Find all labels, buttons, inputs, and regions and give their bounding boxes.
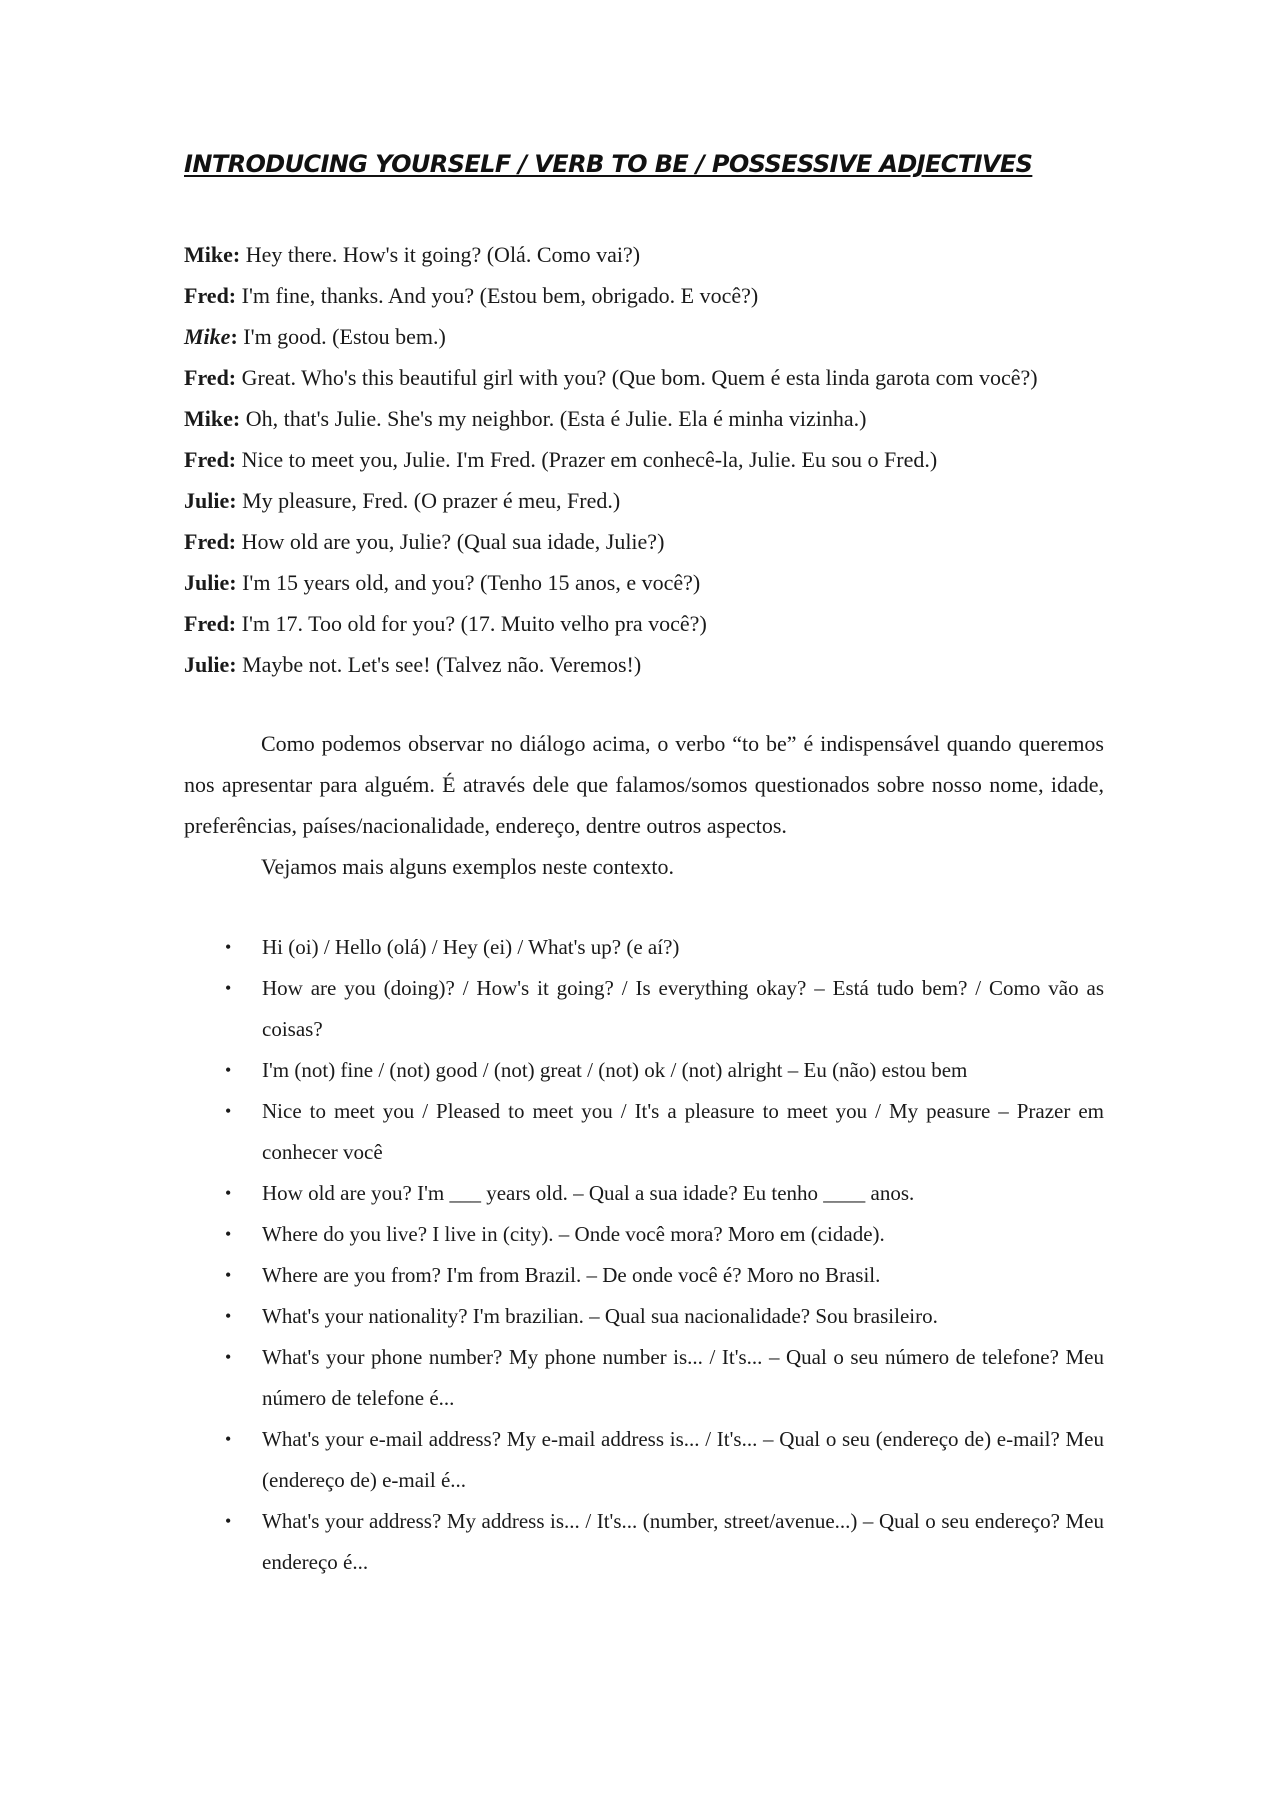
speaker-name: Fred: [184, 365, 237, 390]
dialogue-text: I'm good. (Estou bem.) [237, 324, 446, 349]
speaker-name: Fred: [184, 283, 237, 308]
list-item [225, 1296, 1104, 1337]
dialogue-text: Nice to meet you, Julie. I'm Fred. (Prazer em conhecê-la, Julie. Eu sou o Fred.) [236, 447, 938, 472]
dialogue-line [184, 521, 1104, 562]
list-item [225, 1501, 1104, 1583]
list-item [225, 1337, 1104, 1419]
dialogue-line [184, 603, 1104, 644]
dialogue [184, 234, 1104, 685]
list-item [225, 1050, 1104, 1091]
bullet-icon: • [225, 937, 232, 957]
explanation-paragraph: Como podemos observar no diálogo acima, o verbo “to be” é indispensável quando queremos nos apresentar para alguém. É através dele que falamos/somos questionados sobre nosso nome, idade, preferências, países/nacionalidade, endereço, dentre outros aspectos. [184, 731, 1104, 838]
example-text: What's your address? My address is... / It's... (number, street/avenue...) – Qual o seu endereço? Meu endereço é... [262, 1509, 1104, 1574]
dialogue-text: How old are you, Julie? (Qual sua idade, Julie?) [236, 529, 665, 554]
example-text: How are you (doing)? / How's it going? / Is everything okay? – Está tudo bem? / Como vão as coisas? [262, 976, 1104, 1041]
bullet-icon: • [225, 1347, 232, 1367]
dialogue-line [184, 480, 1104, 521]
bullet-icon: • [225, 1511, 232, 1531]
list-item [225, 1091, 1104, 1173]
dialogue-line [184, 644, 1104, 685]
dialogue-text: Maybe not. Let's see! (Talvez não. Veremos!) [236, 652, 642, 677]
list-item [225, 968, 1104, 1050]
dialogue-line [184, 357, 1104, 398]
bullet-icon: • [225, 1101, 232, 1121]
example-text: I'm (not) fine / (not) good / (not) great / (not) ok / (not) alright – Eu (não) estou bem [262, 1058, 968, 1082]
speaker-name: Fred: [184, 447, 237, 472]
document-page [184, 150, 1104, 1583]
examples-intro: Vejamos mais alguns exemplos neste contexto. [261, 854, 675, 879]
example-text: How old are you? I'm ___ years old. – Qual a sua idade? Eu tenho ____ anos. [262, 1181, 915, 1205]
dialogue-line [184, 398, 1104, 439]
dialogue-text: My pleasure, Fred. (O prazer é meu, Fred.) [236, 488, 621, 513]
speaker-name: Julie: [184, 488, 237, 513]
speaker-name: Julie: [184, 570, 237, 595]
bullet-icon: • [225, 1429, 232, 1449]
explanation-block [184, 723, 1104, 887]
example-text: What's your e-mail address? My e-mail address is... / It's... – Qual o seu (endereço de) e-mail? Meu (endereço de) e-mail é... [262, 1427, 1104, 1492]
bullet-icon: • [225, 1224, 232, 1244]
speaker-name: Julie: [184, 652, 237, 677]
example-text: What's your phone number? My phone number is... / It's... – Qual o seu número de telefone? Meu número de telefone é... [262, 1345, 1104, 1410]
bullet-icon: • [225, 1265, 232, 1285]
list-item [225, 1255, 1104, 1296]
dialogue-line [184, 316, 1104, 357]
example-text: Where do you live? I live in (city). – Onde você mora? Moro em (cidade). [262, 1222, 885, 1246]
dialogue-text: I'm fine, thanks. And you? (Estou bem, obrigado. E você?) [236, 283, 759, 308]
bullet-icon: • [225, 1060, 232, 1080]
dialogue-line [184, 275, 1104, 316]
speaker-name: Mike: [184, 406, 241, 431]
bullet-icon: • [225, 1306, 232, 1326]
list-item [225, 1419, 1104, 1501]
example-text: Hi (oi) / Hello (olá) / Hey (ei) / What's up? (e aí?) [262, 935, 680, 959]
dialogue-text: I'm 17. Too old for you? (17. Muito velho pra você?) [236, 611, 707, 636]
speaker-name: Fred: [184, 529, 237, 554]
bullet-icon: • [225, 978, 232, 998]
speaker-colon: : [230, 324, 238, 349]
speaker-name: Mike: [184, 242, 241, 267]
dialogue-text: Great. Who's this beautiful girl with you? (Que bom. Quem é esta linda garota com você?) [236, 365, 1038, 390]
list-item [225, 1214, 1104, 1255]
dialogue-line [184, 234, 1104, 275]
example-text: Where are you from? I'm from Brazil. – De onde você é? Moro no Brasil. [262, 1263, 881, 1287]
dialogue-line [184, 439, 1104, 480]
list-item [225, 1173, 1104, 1214]
dialogue-text: Oh, that's Julie. She's my neighbor. (Esta é Julie. Ela é minha vizinha.) [240, 406, 867, 431]
dialogue-text: I'm 15 years old, and you? (Tenho 15 anos, e você?) [236, 570, 701, 595]
dialogue-line [184, 562, 1104, 603]
example-text: What's your nationality? I'm brazilian. – Qual sua nacionalidade? Sou brasileiro. [262, 1304, 938, 1328]
bullet-icon: • [225, 1183, 232, 1203]
dialogue-text: Hey there. How's it going? (Olá. Como vai?) [240, 242, 641, 267]
speaker-name: Mike [184, 324, 231, 349]
page-title: INTRODUCING YOURSELF / VERB TO BE / POSSESSIVE ADJECTIVES [184, 150, 1033, 178]
speaker-name: Fred: [184, 611, 237, 636]
list-item [225, 927, 1104, 968]
examples-list [184, 927, 1104, 1583]
example-text: Nice to meet you / Pleased to meet you / It's a pleasure to meet you / My peasure – Prazer em conhecer você [262, 1099, 1104, 1164]
